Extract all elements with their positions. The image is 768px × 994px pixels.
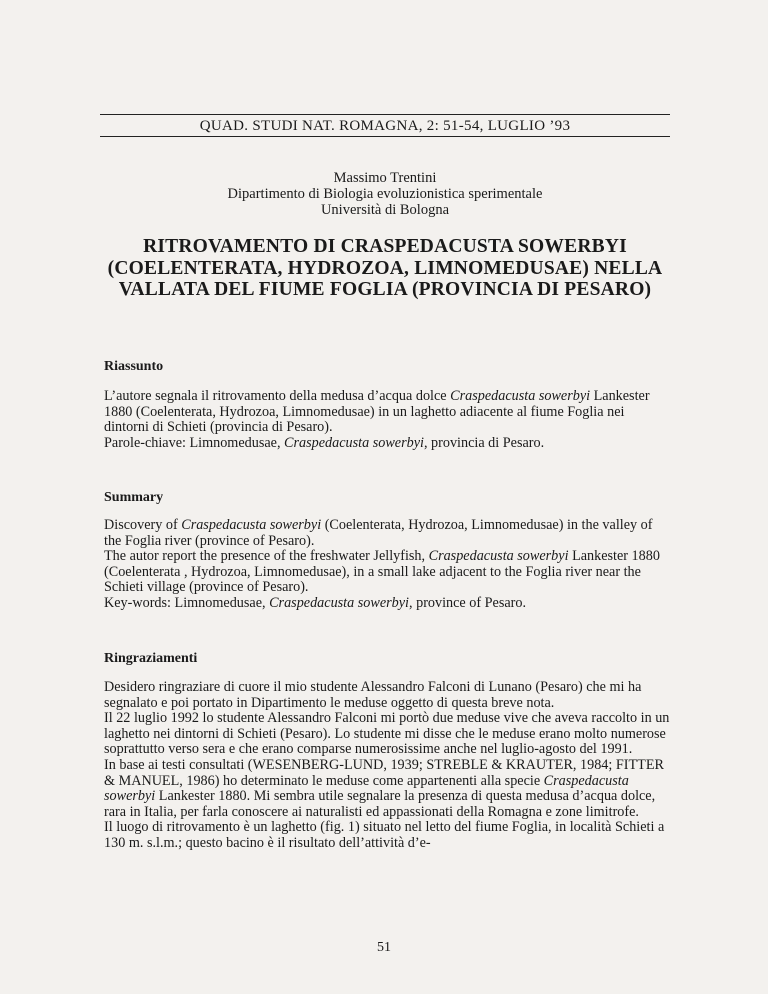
- title-line: RITROVAMENTO DI CRASPEDACUSTA SOWERBYI: [143, 236, 627, 257]
- summary-paragraph: [104, 549, 672, 596]
- ringraziamenti-heading: Ringraziamenti: [104, 651, 198, 666]
- text-run: Key-words: Limnomedusae,: [104, 594, 270, 611]
- species-name: Craspedacusta sowerbyi: [284, 434, 424, 451]
- riassunto-heading: Riassunto: [104, 359, 164, 374]
- title-line: VALLATA DEL FIUME FOGLIA (PROVINCIA DI PESARO): [118, 279, 652, 300]
- ringraziamenti-text: [104, 680, 672, 852]
- ringraziamenti-paragraph: Il luogo di ritrovamento è un laghetto (fig. 1) situato nel letto del fiume Foglia, in località Schieti a 130 m. s.l.m.; questo bacino è il risultato dell’attività d’e-: [104, 819, 665, 851]
- page-number: 51: [377, 940, 391, 955]
- summary-title-paragraph: [104, 518, 672, 549]
- text-run: , provincia di Pesaro.: [423, 434, 545, 451]
- title-line: (COELENTERATA, HYDROZOA, LIMNOMEDUSAE) NELLA: [107, 257, 663, 279]
- ringraziamenti-paragraph: Desidero ringraziare di cuore il mio studente Alessandro Falconi di Lunano (Pesaro) che mi ha segnalato e poi portato in Dipartimento le meduse oggetto di questa breve nota.: [104, 679, 642, 711]
- author-department: Dipartimento di Biologia evoluzionistica sperimentale: [227, 186, 543, 202]
- summary-text: [104, 518, 672, 612]
- species-name: Craspedacusta sowerbyi: [428, 548, 569, 565]
- text-run: , province of Pesaro.: [409, 594, 527, 611]
- riassunto-text: [104, 389, 672, 451]
- summary-heading: Summary: [104, 490, 164, 505]
- species-name: Craspedacusta sowerbyi: [181, 517, 322, 533]
- author-name: Massimo Trentini: [333, 170, 437, 186]
- text-run: Discovery of: [104, 517, 182, 533]
- text-run: Lankester 1880 (Coelenterata , Hydrozoa, Limnomedusae), in a small lake adjacent to the Foglia river near the Schieti village (province of Pesaro).: [104, 548, 660, 596]
- author-university: Università di Bologna: [320, 202, 450, 218]
- species-name: Craspedacusta sowerbyi: [269, 594, 409, 611]
- text-run: (Coelenterata, Hydrozoa, Limnomedusae) in the valley of the Foglia river (province of Pesaro).: [104, 517, 653, 549]
- journal-header: QUAD. STUDI NAT. ROMAGNA, 2: 51-54, LUGLIO ’93: [100, 114, 670, 137]
- summary-keywords: [104, 596, 672, 612]
- text-run: L’autore segnala il ritrovamento della medusa d’acqua dolce: [104, 388, 451, 404]
- riassunto-keywords: [104, 436, 672, 452]
- text-run: The autor report the presence of the freshwater Jellyfish,: [104, 548, 429, 565]
- text-run: Parole-chiave: Limnomedusae,: [104, 434, 285, 451]
- ringraziamenti-paragraph: Il 22 luglio 1992 lo studente Alessandro Falconi mi portò due meduse vive che aveva raccolto in un laghetto nei dintorni di Schieti (Pesaro). Lo studente mi disse che le meduse erano molto numerose soprattutto verso sera e che erano comparse numerosissime anche nel luglio-agosto del 1991.: [104, 710, 670, 758]
- text-run: In base ai testi consultati (WESENBERG-LUND, 1939; STREBLE & KRAUTER, 1984; FITTER & MANUEL, 1986) ho determinato le meduse come appartenenti alla specie: [104, 756, 664, 789]
- species-name: Craspedacusta sowerbyi: [450, 388, 591, 404]
- text-run: Lankester 1880. Mi sembra utile segnalare la presenza di questa medusa d’acqua dolce, rara in Italia, per farla conoscere ai naturalisti ed appassionati della Romagna e zone limitrofe.: [104, 788, 656, 820]
- riassunto-paragraph: [104, 389, 672, 436]
- paper-title: [80, 236, 690, 301]
- ringraziamenti-paragraph: [104, 758, 672, 820]
- species-name: Craspedacusta sowerbyi: [104, 772, 629, 805]
- author-block: [100, 170, 670, 218]
- text-run: Lankester 1880 (Coelenterata, Hydrozoa, Limnomedusae) in un laghetto adiacente al fiume Foglia nei dintorni di Schieti (provincia di Pesaro).: [104, 388, 650, 436]
